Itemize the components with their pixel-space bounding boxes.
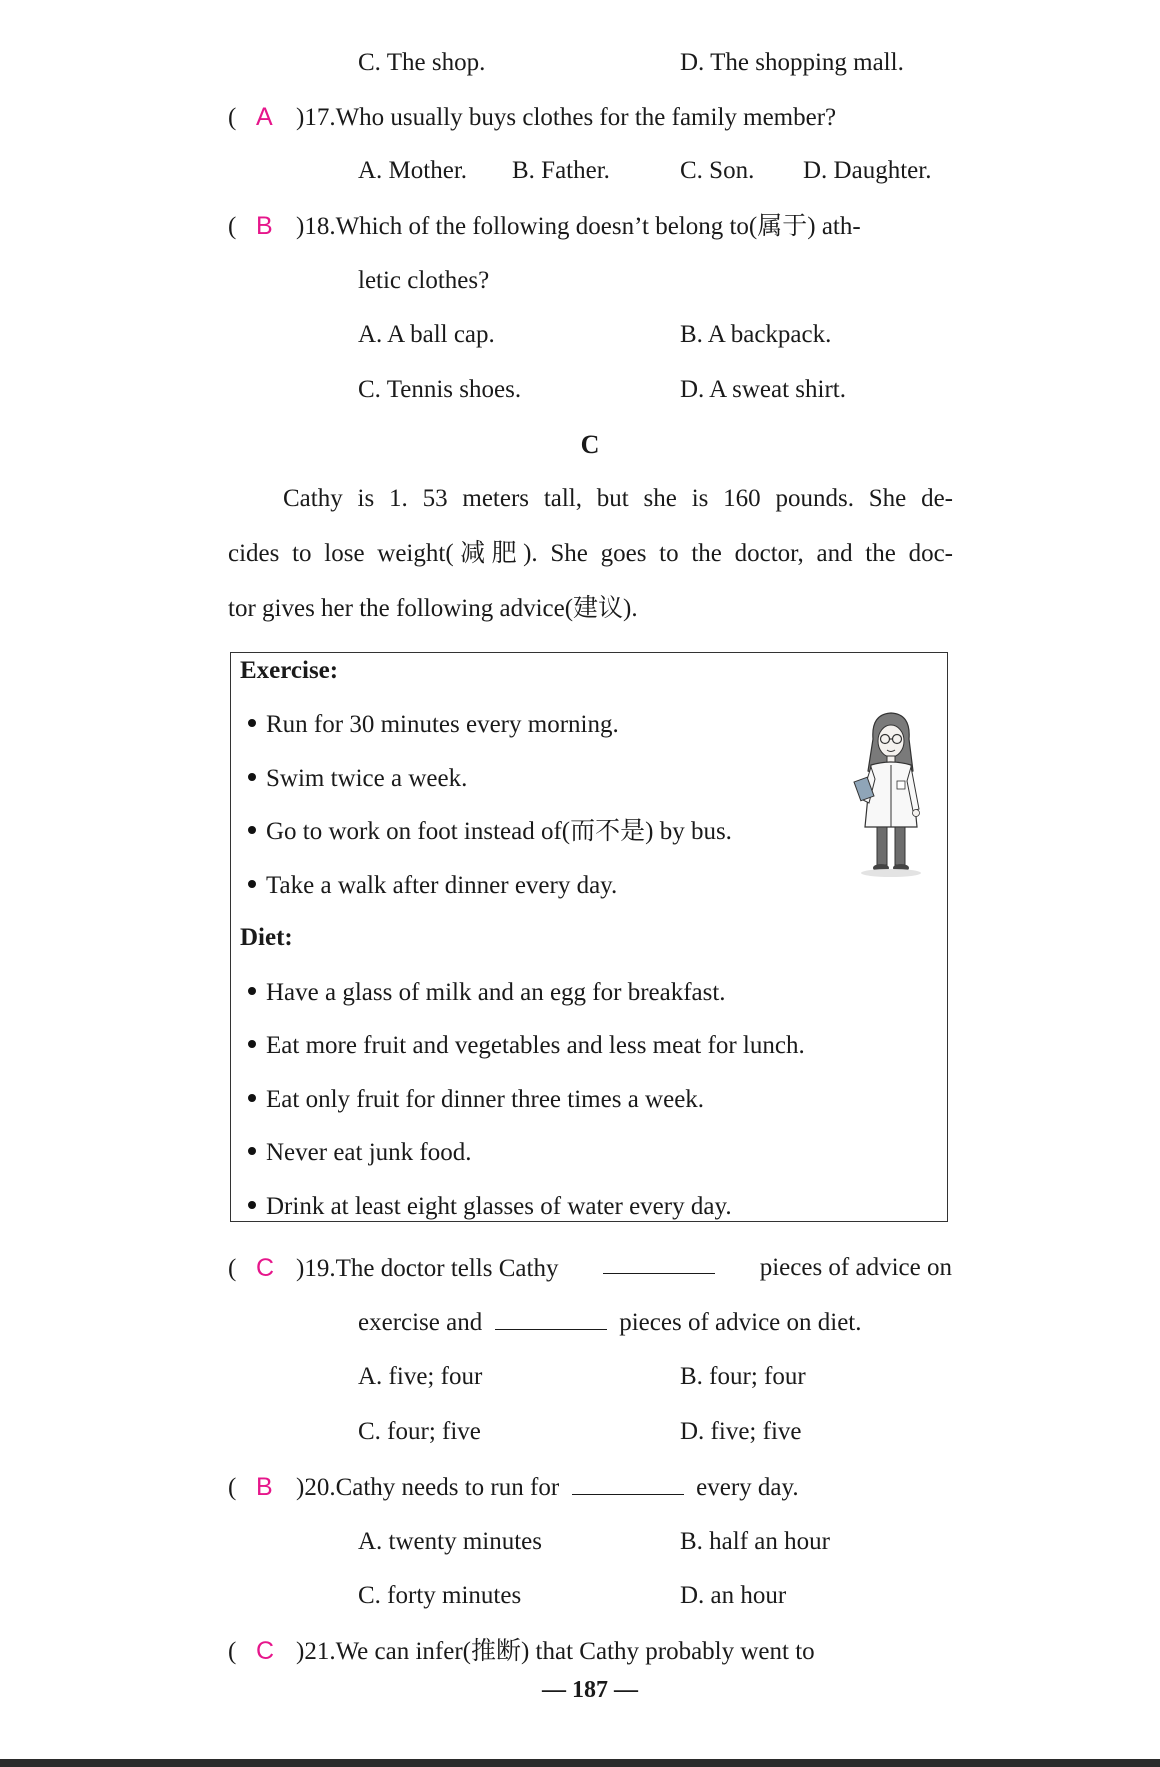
q16-option-d: D. The shopping mall. xyxy=(680,49,904,76)
q17-answer: A xyxy=(256,103,273,131)
bullet-icon xyxy=(248,987,256,995)
answer-blank xyxy=(495,1309,607,1330)
diet-item: Eat only fruit for dinner three times a week. xyxy=(248,1085,704,1115)
q17-text: Who usually buys clothes for the family member? xyxy=(335,104,837,131)
passage-line-1: Cathy is 1. 53 meters tall, but she is 160 pounds. She de- xyxy=(283,485,953,512)
q19-option-a: A. five; four xyxy=(358,1363,483,1390)
bullet-icon xyxy=(248,719,256,727)
q18-number: )18. xyxy=(296,213,336,240)
diet-item: Have a glass of milk and an egg for breakfast. xyxy=(248,978,726,1008)
exercise-item: Swim twice a week. xyxy=(248,764,467,794)
q18-text-cont: letic clothes? xyxy=(358,267,490,294)
diet-item: Eat more fruit and vegetables and less meat for lunch. xyxy=(248,1031,805,1061)
q21-number: )21. xyxy=(296,1638,336,1665)
q19-option-b: B. four; four xyxy=(680,1363,806,1390)
q19-number: )19. xyxy=(296,1255,336,1282)
exercise-title: Exercise: xyxy=(240,657,339,684)
passage-line-2: cides to lose weight(减肥). She goes to the doctor, and the doc- xyxy=(228,540,953,567)
q17-option-b: B. Father. xyxy=(512,157,610,184)
q19-option-d: D. five; five xyxy=(680,1418,802,1445)
q18-option-b: B. A backpack. xyxy=(680,321,832,348)
q17-number: )17. xyxy=(296,104,336,131)
bullet-icon xyxy=(248,880,256,888)
bullet-icon xyxy=(248,826,256,834)
diet-title: Diet: xyxy=(240,924,293,951)
exercise-item: Go to work on foot instead of(而不是) by bus. xyxy=(248,817,732,847)
q17-option-c: C. Son. xyxy=(680,157,755,184)
q21-answer: C xyxy=(256,1637,275,1665)
bullet-icon xyxy=(248,773,256,781)
exercise-item: Take a walk after dinner every day. xyxy=(248,871,617,901)
diet-item: Never eat junk food. xyxy=(248,1138,471,1168)
exercise-item: Run for 30 minutes every morning. xyxy=(248,710,619,740)
bottom-bar xyxy=(0,1759,1160,1767)
q18-answer: B xyxy=(256,212,273,240)
q18-option-d: D. A sweat shirt. xyxy=(680,376,846,403)
question-19: ( C )19.The doctor tells Cathy pieces of advice on xyxy=(228,1254,952,1282)
answer-blank xyxy=(603,1253,715,1274)
q19-option-c: C. four; five xyxy=(358,1418,481,1445)
q20-option-c: C. forty minutes xyxy=(358,1582,522,1609)
question-18: ( B )18.Which of the following doesn’t belong to(属于) ath- xyxy=(228,212,861,240)
bullet-icon xyxy=(248,1147,256,1155)
q17-option-a: A. Mother. xyxy=(358,157,468,184)
doctor-illustration xyxy=(853,709,929,879)
question-21: ( C )21.We can infer(推断) that Cathy probably went to xyxy=(228,1637,815,1665)
passage-line-3: tor gives her the following advice(建议). xyxy=(228,595,638,622)
q18-text: Which of the following doesn’t belong to(属于) ath- xyxy=(335,213,861,240)
q16-option-c: C. The shop. xyxy=(358,49,486,76)
q21-text: We can infer(推断) that Cathy probably went to xyxy=(335,1638,815,1665)
page-number: — 187 — xyxy=(542,1677,638,1703)
bullet-icon xyxy=(248,1094,256,1102)
q20-answer: B xyxy=(256,1473,273,1501)
question-17: ( A )17.Who usually buys clothes for the family member? xyxy=(228,103,837,131)
q17-option-d: D. Daughter. xyxy=(803,157,932,184)
q19-text-cont: exercise and pieces of advice on diet. xyxy=(358,1309,862,1336)
q20-option-b: B. half an hour xyxy=(680,1528,830,1555)
diet-item: Drink at least eight glasses of water every day. xyxy=(248,1192,732,1222)
bullet-icon xyxy=(248,1040,256,1048)
answer-blank xyxy=(572,1474,684,1495)
q19-answer: C xyxy=(256,1254,275,1282)
q18-option-c: C. Tennis shoes. xyxy=(358,376,522,403)
section-heading: C xyxy=(580,430,600,459)
q18-option-a: A. A ball cap. xyxy=(358,321,495,348)
q20-option-d: D. an hour xyxy=(680,1582,787,1609)
advice-box xyxy=(230,652,948,1222)
bullet-icon xyxy=(248,1201,256,1209)
question-20: ( B )20.Cathy needs to run for every day. xyxy=(228,1473,799,1501)
q20-number: )20. xyxy=(296,1474,336,1501)
q20-option-a: A. twenty minutes xyxy=(358,1528,543,1555)
